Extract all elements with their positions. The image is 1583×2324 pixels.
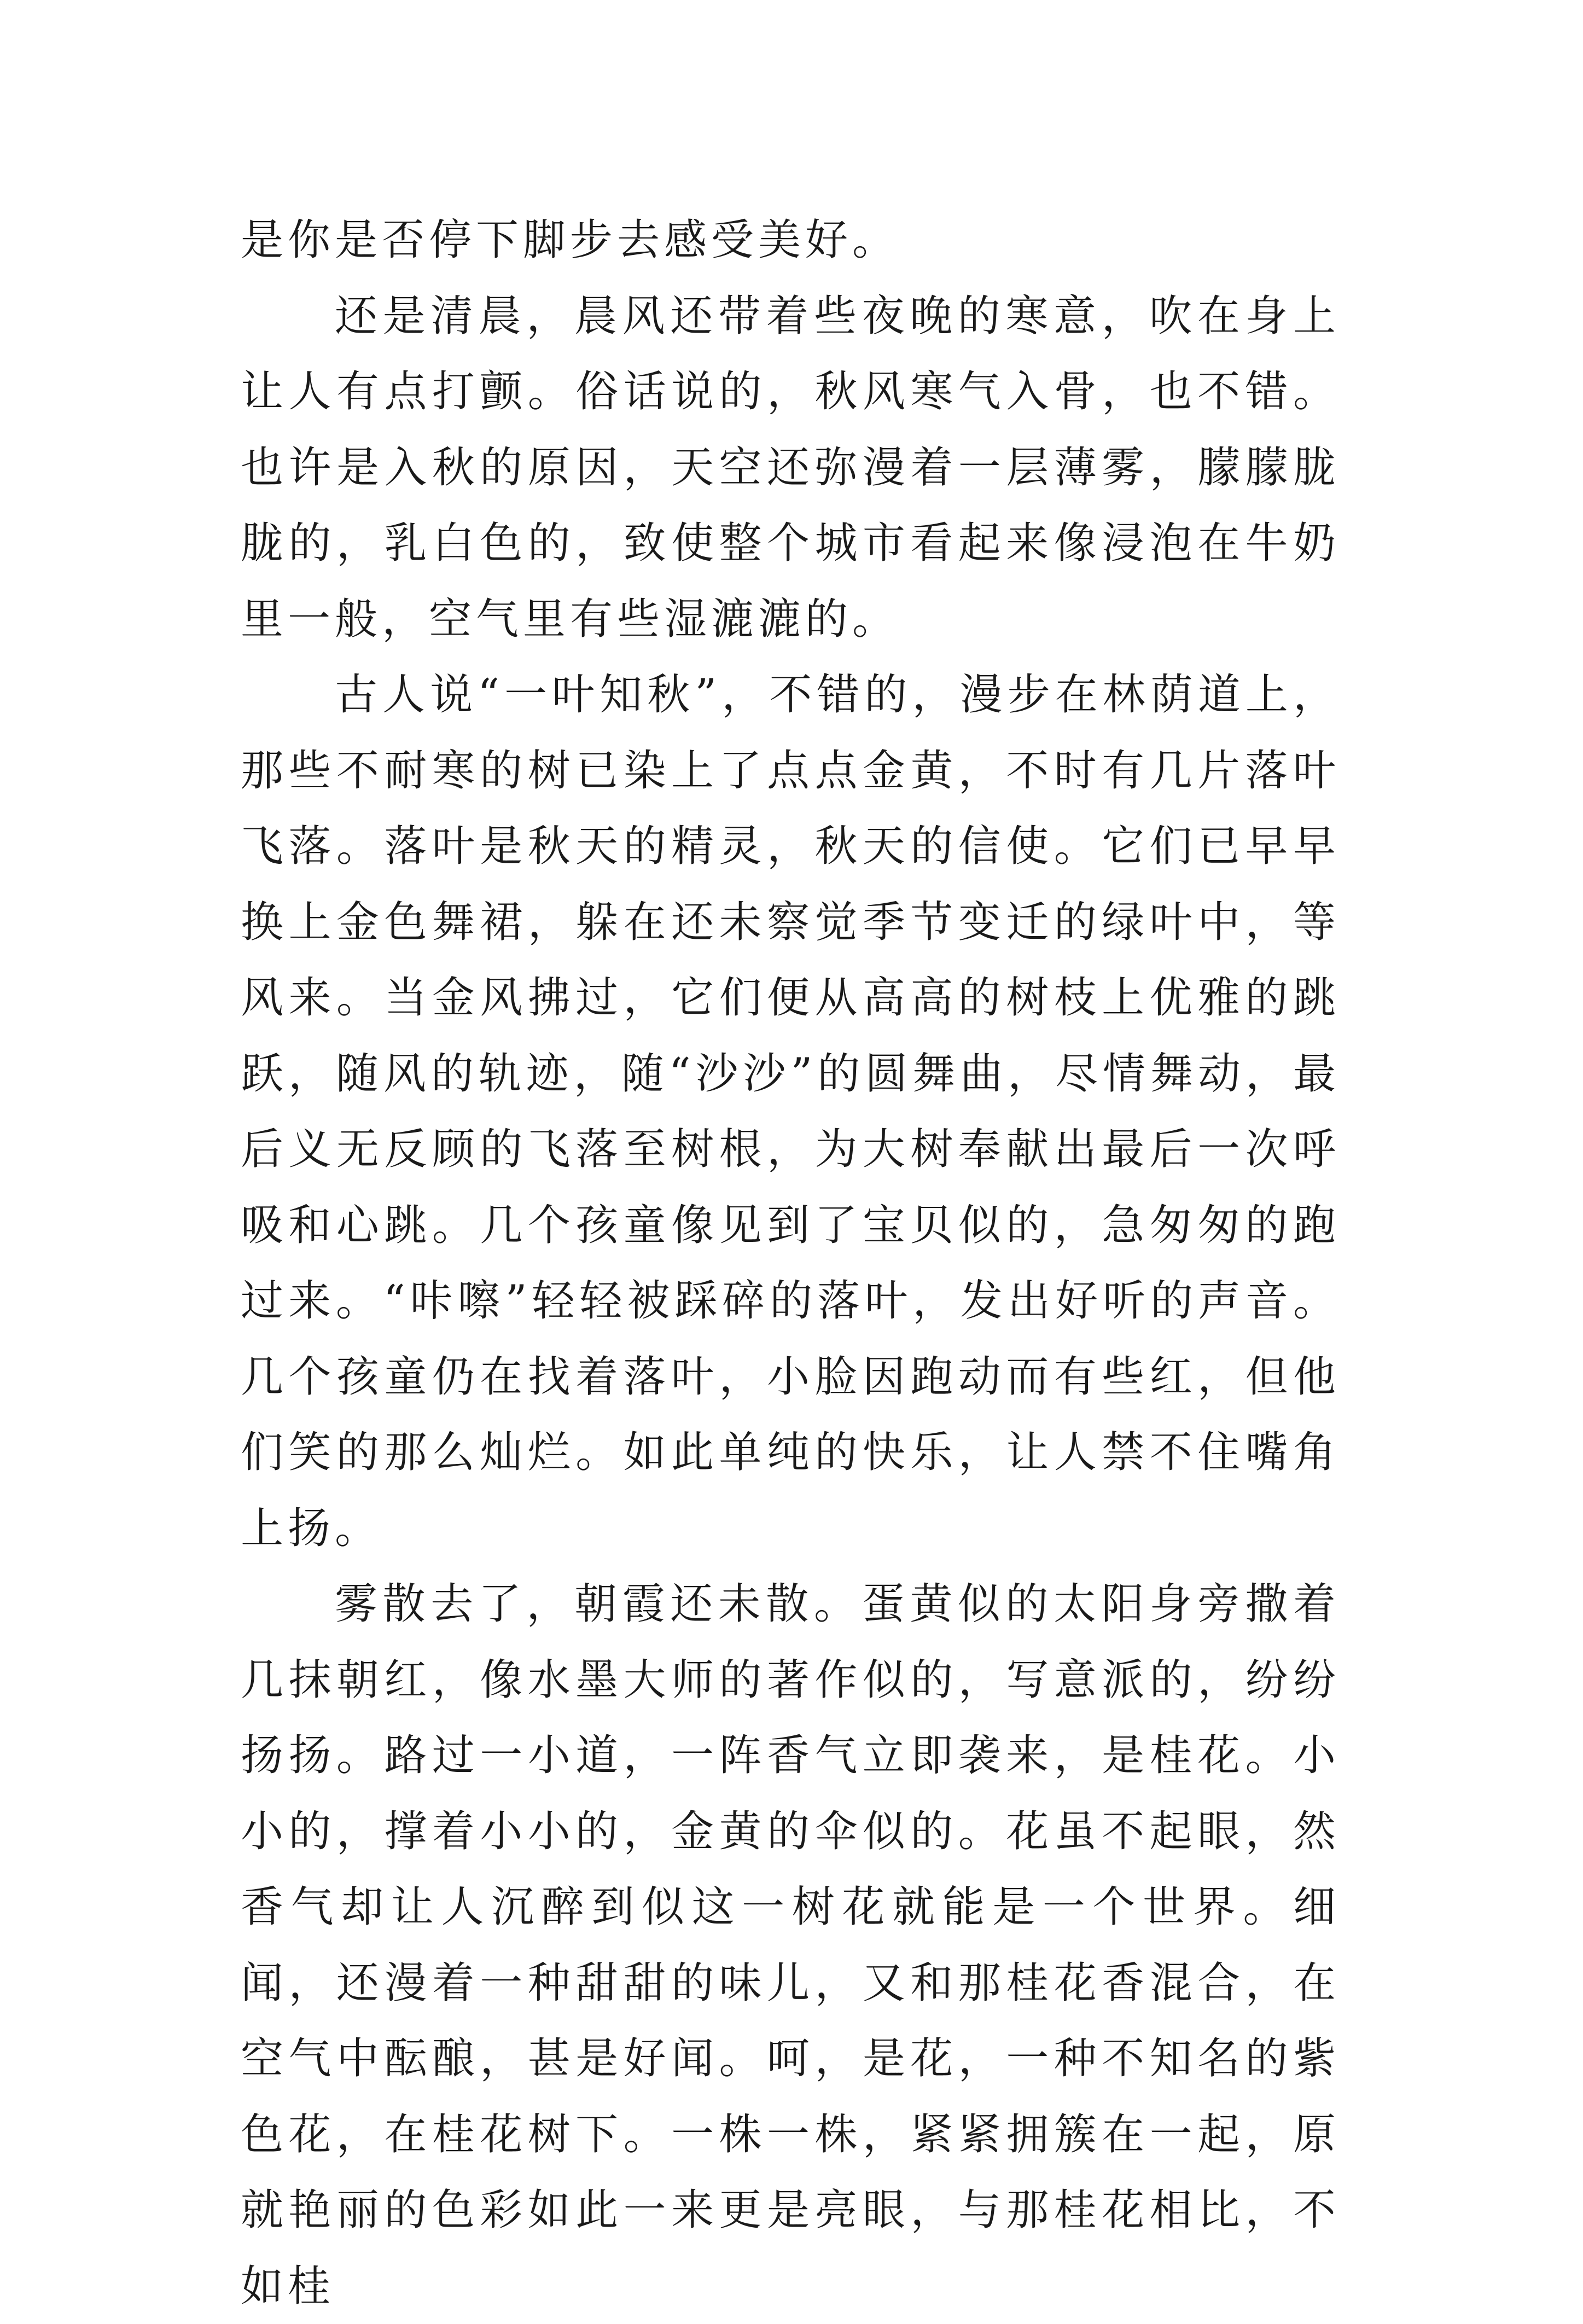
paragraph-morning-breeze: 还是清晨，晨风还带着些夜晚的寒意，吹在身上让人有点打颤。俗话说的，秋风寒气入骨，也不错。也许是入秋的原因，天空还弥漫着一层薄雾，朦朦胧胧的，乳白色的，致使整个城市看起来像浸泡在牛奶里一般，空气里有些湿漉漉的。 xyxy=(241,291,1340,644)
body-text xyxy=(241,202,1340,2324)
paragraph-falling-leaves: 古人说“一叶知秋”，不错的，漫步在林荫道上，那些不耐寒的树已染上了点点金黄，不时有几片落叶飞落。落叶是秋天的精灵，秋天的信使。它们已早早换上金色舞裙，躲在还未察觉季节变迁的绿叶中，等风来。当金风拂过，它们便从高高的树枝上优雅的跳跃，随风的轨迹，随“沙沙”的圆舞曲，尽情舞动，最后义无反顾的飞落至树根，为大树奉献出最后一次呼吸和心跳。几个孩童像见到了宝贝似的，急匆匆的跑过来。“咔嚓”轻轻被踩碎的落叶，发出好听的声音。几个孩童仍在找着落叶，小脸因跑动而有些红，但他们笑的那么灿烂。如此单纯的快乐，让人禁不住嘴角上扬。 xyxy=(241,670,1340,1553)
paragraph-continuation: 是你是否停下脚步去感受美好。 xyxy=(241,216,900,265)
paragraph-osmanthus: 雾散去了，朝霞还未散。蛋黄似的太阳身旁撒着几抹朝红，像水墨大师的著作似的，写意派的，纷纷扬扬。路过一小道，一阵香气立即袭来，是桂花。小小的，撑着小小的，金黄的伞似的。花虽不起眼，然香气却让人沉醉到似这一树花就能是一个世界。细闻，还漫着一种甜甜的味儿，又和那桂花香混合，在空气中酝酿，甚是好闻。呵，是花，一种不知名的紫色花，在桂花树下。一株一株，紧紧拥簇在一起，原就艳丽的色彩如此一来更是亮眼，与那桂花相比，不如桂 xyxy=(241,1579,1340,2311)
